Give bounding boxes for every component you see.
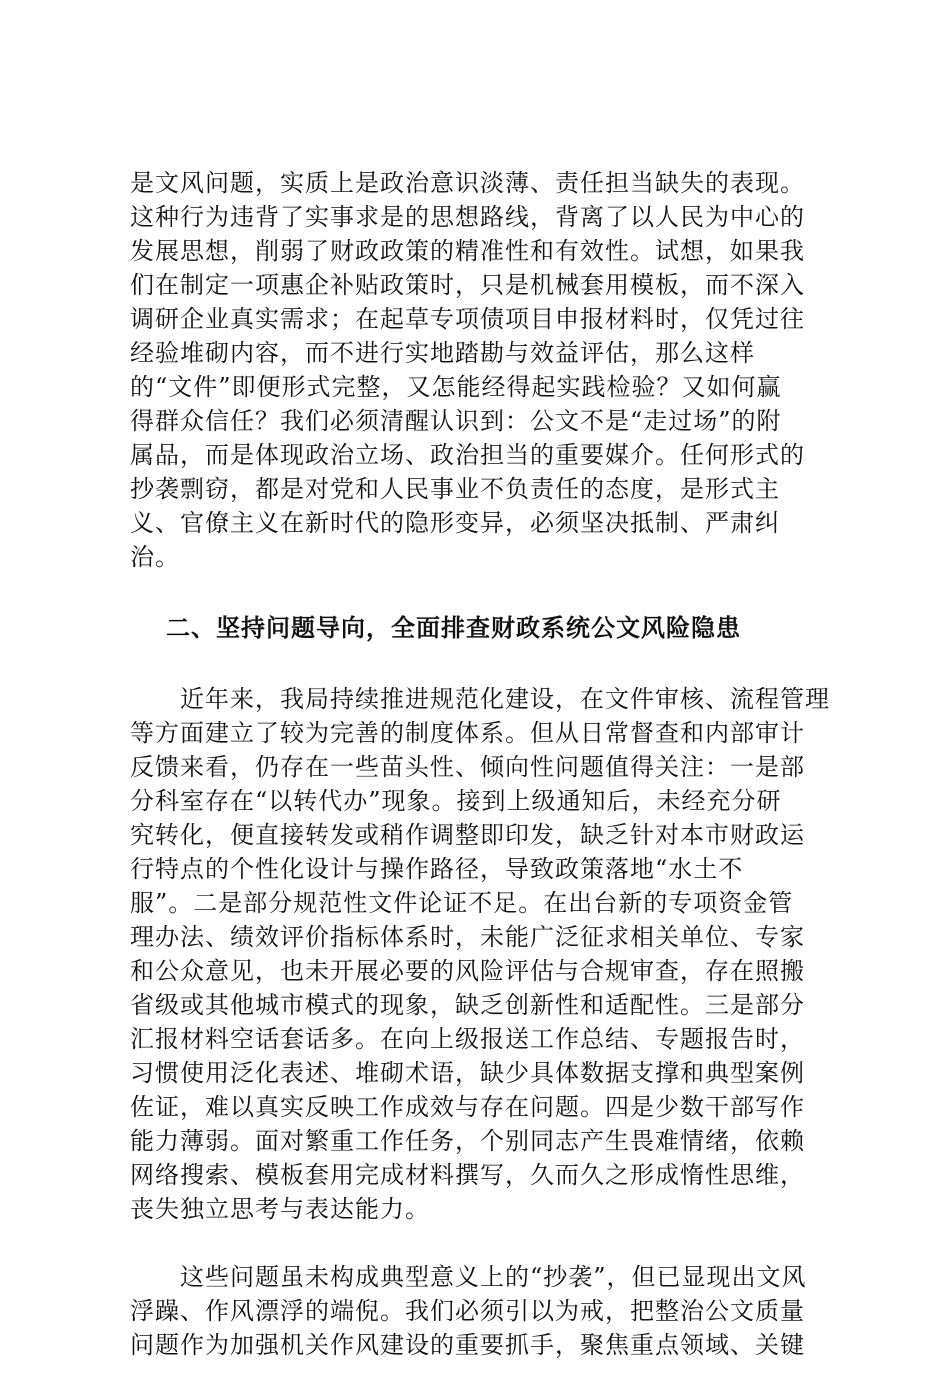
- paragraph-1: [130, 166, 830, 574]
- text-line: 浮躁、作风漂浮的端倪。我们必须引以为戒，把整治公文质量: [130, 1297, 805, 1325]
- text-line: 分科室存在“以转代办”现象。接到上级通知后，未经充分研: [130, 787, 782, 815]
- paragraph-3: [130, 1260, 830, 1362]
- text-line: 经验堆砌内容，而不进行实地踏勘与效益评估，那么这样: [130, 339, 755, 367]
- text-line: 治。: [130, 543, 180, 571]
- text-line: 佐证，难以真实反映工作成效与存在问题。四是少数干部写作: [130, 1093, 805, 1121]
- text-line: 调研企业真实需求；在起草专项债项目申报材料时，仅凭过往: [130, 305, 805, 333]
- text-line: 义、官僚主义在新时代的隐形变异，必须坚决抵制、严肃纠: [130, 509, 780, 537]
- text-line: 理办法、绩效评价指标体系时，未能广泛征求相关单位、专家: [130, 923, 805, 951]
- text-line: 网络搜索、模板套用完成材料撰写，久而久之形成惰性思维，: [130, 1161, 805, 1189]
- text-line: 行特点的个性化设计与操作路径，导致政策落地“水土不: [130, 855, 744, 883]
- text-line: 习惯使用泛化表述、堆砌术语，缺少具体数据支撑和典型案例: [130, 1059, 805, 1087]
- document-page: [130, 166, 830, 1396]
- text-line: 等方面建立了较为完善的制度体系。但从日常督查和内部审计: [130, 719, 805, 747]
- section-heading-2: 二、坚持问题导向，全面排查财政系统公文风险隐患: [166, 613, 741, 642]
- text-line: 近年来，我局持续推进规范化建设，在文件审核、流程管理: [130, 685, 830, 713]
- text-line: 服”。二是部分规范性文件论证不足。在出台新的专项资金管: [130, 889, 794, 917]
- text-line: 究转化，便直接转发或稍作调整即印发，缺乏针对本市财政运: [130, 821, 805, 849]
- text-line: 属品，而是体现政治立场、政治担当的重要媒介。任何形式的: [130, 441, 805, 469]
- text-line: 这些问题虽未构成典型意义上的“抄袭”，但已显现出文风: [130, 1263, 807, 1291]
- text-line: 反馈来看，仍存在一些苗头性、倾向性问题值得关注：一是部: [130, 753, 805, 781]
- text-line: 省级或其他城市模式的现象，缺乏创新性和适配性。三是部分: [130, 991, 805, 1019]
- text-line: 们在制定一项惠企补贴政策时，只是机械套用模板，而不深入: [130, 271, 805, 299]
- text-line: 能力薄弱。面对繁重工作任务，个别同志产生畏难情绪，依赖: [130, 1127, 805, 1155]
- text-line: 汇报材料空话套话多。在向上级报送工作总结、专题报告时，: [130, 1025, 805, 1053]
- text-line: 抄袭剽窃，都是对党和人民事业不负责任的态度，是形式主: [130, 475, 780, 503]
- text-line: 问题作为加强机关作风建设的重要抓手，聚焦重点领域、关键: [130, 1331, 805, 1359]
- text-line: 得群众信任？我们必须清醒认识到：公文不是“走过场”的附: [130, 407, 782, 435]
- text-line: 丧失独立思考与表达能力。: [130, 1195, 430, 1223]
- text-line: 的“文件”即便形式完整，又怎能经得起实践检验？又如何赢: [130, 373, 782, 401]
- text-line: 和公众意见，也未开展必要的风险评估与合规审查，存在照搬: [130, 957, 805, 985]
- text-line: 这种行为违背了实事求是的思想路线，背离了以人民为中心的: [130, 203, 805, 231]
- text-line: 发展思想，削弱了财政政策的精准性和有效性。试想，如果我: [130, 237, 805, 265]
- paragraph-2: [130, 682, 830, 1226]
- text-line: 是文风问题，实质上是政治意识淡薄、责任担当缺失的表现。: [130, 169, 805, 197]
